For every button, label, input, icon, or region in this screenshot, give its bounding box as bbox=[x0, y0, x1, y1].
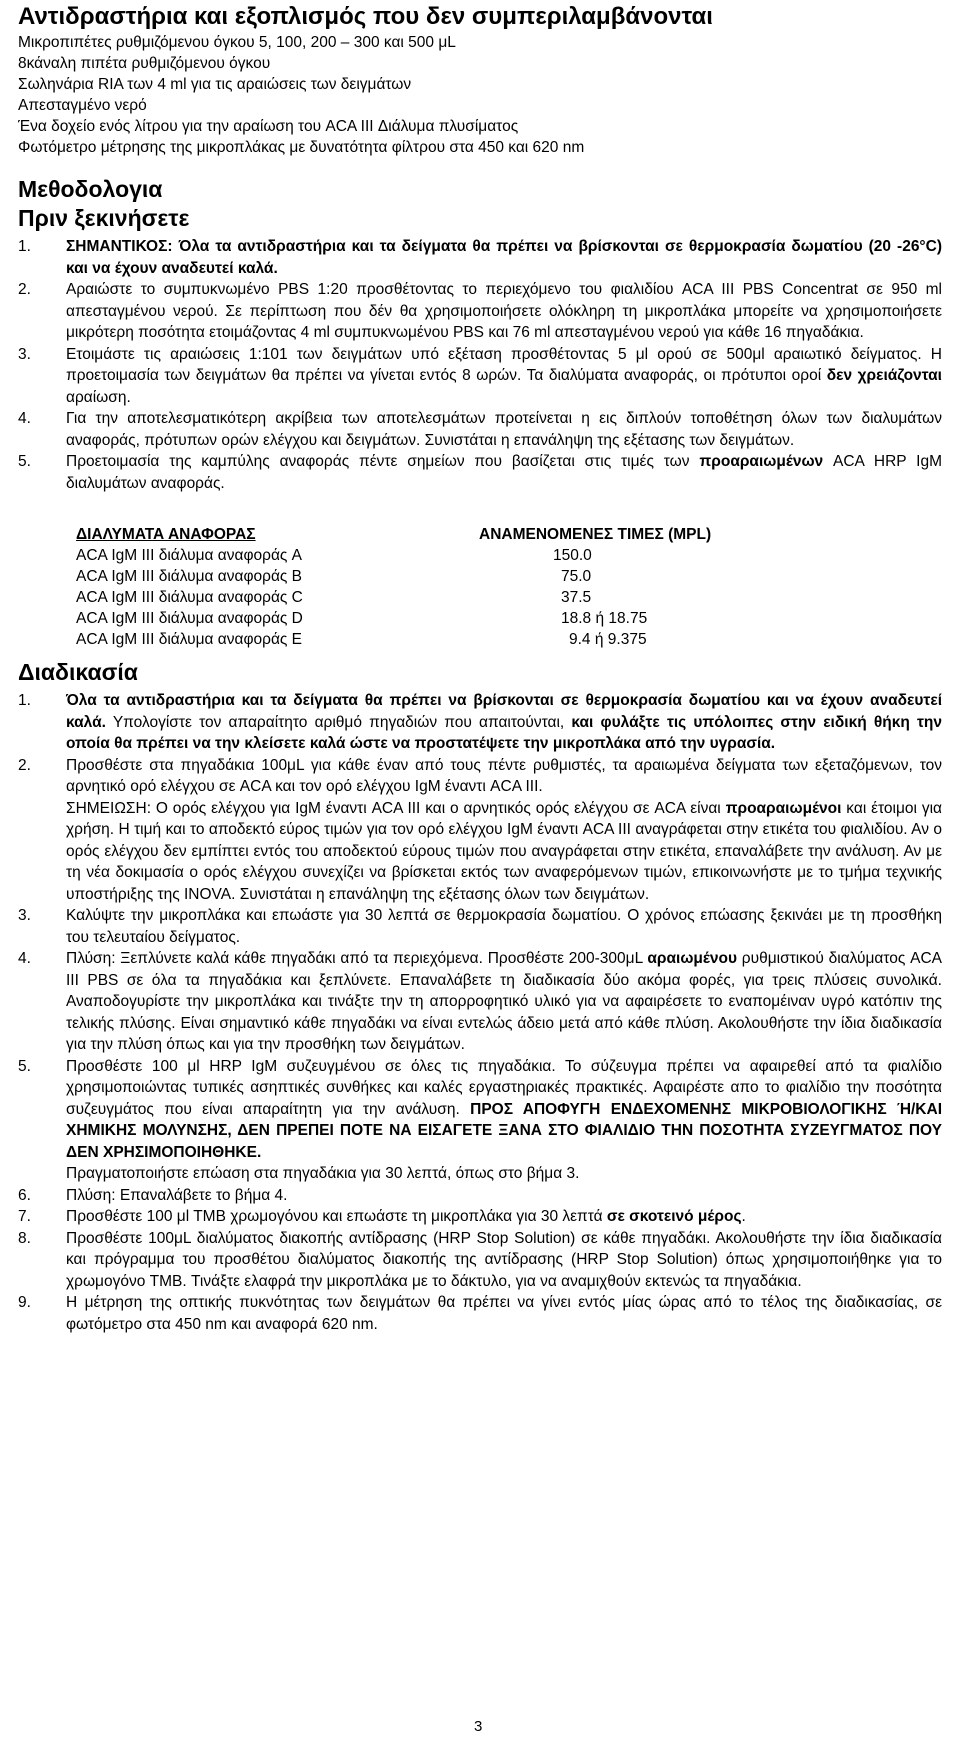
step-number: 4. bbox=[18, 950, 31, 967]
expected-value bbox=[479, 629, 711, 650]
procedure-heading: Διαδικασία bbox=[18, 659, 138, 685]
materials-item: Σωληνάρια RIA των 4 ml για τις αραιώσεις των δειγμάτων bbox=[18, 76, 412, 93]
methodology-step-4 bbox=[18, 408, 942, 451]
expected-value bbox=[479, 587, 711, 608]
methodology-step-5 bbox=[18, 451, 942, 494]
procedure-step-4 bbox=[18, 948, 942, 1056]
warning-text: ΠΡΟΣ ΑΠΟΦΥΓΗ ΕΝΔΕΧΟΜΕΝΗΣ ΜΙΚΡΟΒΙΟΛΟΓΙΚΗΣ Ή/ΚΑΙ ΧΗΜΙΚΗΣ ΜΟΛΥΝΣΗΣ, ΔΕΝ ΠΡΕΠΕΙ ΠΟΤΕ ΝΑ ΕΙΣΑΓΕΤΕ ΞΑΝΑ ΣΤΟ ΦΙΑΛΙΔΙΟ ΤΗΝ ΠΟΣΟΤΗΤΑ ΣΥΖΕΥΓΜΑΤΟΣ ΠΟΥ ΔΕΝ ΧΡΗΣΙΜΟΠΟΙΗΘΗΚΕ. bbox=[66, 1100, 942, 1161]
solution-name: ACA IgM III διάλυμα αναφοράς A bbox=[76, 547, 303, 564]
methodology-heading: Μεθοδολογια bbox=[18, 176, 163, 202]
step-number: 1. bbox=[18, 238, 31, 255]
step-text: ΣΗΜΑΝΤΙΚΟΣ: Όλα τα αντιδραστήρια και τα δείγματα θα πρέπει να βρίσκονται σε θερμοκρασία δωματίου (20 -26°C) και να έχουν αναδευτεί καλά. bbox=[66, 238, 942, 277]
expected-value bbox=[479, 545, 711, 566]
step-text-bold: Όλα τα αντιδραστήρια και τα δείγματα θα πρέπει να βρίσκονται σε θερμοκρασία δωματίου και να έχουν αναδευτεί καλά. bbox=[66, 692, 942, 731]
table-row bbox=[76, 629, 711, 650]
step-text-bold: προαραιωμένων bbox=[699, 453, 824, 470]
step-text: Υπολογίστε τον απαραίτητο αριθμό πηγαδιών που απαιτούνται, bbox=[105, 713, 572, 731]
step-text: ACA HRP IgM διαλυμάτων αναφοράς. bbox=[66, 453, 943, 492]
step-text: Προσθέστε 100 μl HRP IgM συζευγμένου σε όλες τις πηγαδάκια. Το σύζευγμα πρέπει να αφαιρεθεί από τα φιαλίδιο χρησιμοποιώντας τυπικές ασηπτικές συνθήκες και καλές εργαστηριακές πρακτικές. Αφαιρέστε απο το φιαλίδιο την ποσότητα συζευγμάτος που είναι απαραίτητη για την ανάλυση. bbox=[66, 1057, 942, 1118]
before-you-start-heading: Πριν ξεκινήσετε bbox=[18, 205, 190, 231]
step-text: Αραιώστε το συμπυκνωμένο PBS 1:20 προσθέτοντας το περιεχόμενο του φιαλιδίου ACA III PBS Concentrat σε 950 ml απεσταγμένου νερού. Σε περίπτωση που δέν θα χρησιμοποιήσετε ολόκληρη τη μικροπλάκα μπορείτε να χρησιμοποιήσετε μικρότερη ποσότητα ετοιμάζοντας 4 ml συμπυκνωμένου PBS και 76 ml απεσταγμένου νερού για κάθε 16 πηγαδάκια. bbox=[66, 281, 942, 341]
methodology-steps bbox=[18, 236, 942, 494]
column-header-expected-values: ΑΝΑΜΕΝΟΜΕΝΕΣ ΤΙΜΕΣ (MPL) bbox=[479, 526, 712, 543]
materials-item: Μικροπιπέτες ρυθμιζόμενου όγκου 5, 100, 200 – 300 και 500 μL bbox=[18, 34, 456, 51]
note-text: και έτοιμοι για χρήση. Η τιμή και το αποδεκτό εύρος τιμών για τον ορό ελέγχου IgM έναντι ACA III αναγράφεται στην ετικέτα του φιαλιδίου. Αν ο ορός ελέγχου δεν εμπίπτει εντός του αποδεκτού εύρους τιμών που αναγράφεται στην ετικέτα, επαναλάβετε την ανάλυση. Αν με τη νέα δοκιμασία ο ορός ελέγχου συνεχίζει να βρίσκεται εκτός των αναφερόμενων τιμών, επικοινωνήστε με το τμήμα τεχνικής υποστήριξης της INOVA. Συνιστάται η επανάληψη της εξέτασης όλων των δειγμάτων. bbox=[66, 799, 942, 903]
expected-value bbox=[479, 608, 711, 629]
methodology-step-2 bbox=[18, 279, 942, 344]
table-header-row bbox=[76, 524, 711, 545]
reference-solutions-table bbox=[76, 524, 711, 650]
expected-value-text: 37.5 bbox=[561, 589, 592, 606]
step-text: Προσθέστε 100μL διαλύματος διακοπής αντίδρασης (HRP Stop Solution) σε κάθε πηγαδάκι. Ακολουθήστε την ίδια διαδικασία και πρόγραμμα του προσθέτου διαλύματος διακοπής της αντίδρασης (HRP Stop Solution) όπως χρησιμοποιήθηκε για το χρωμογόνο TMB. Τινάξτε ελαφρά την μικροπλάκα με το δάκτυλο, για να αναμιχθούν εκτενώς τα πηγαδάκια. bbox=[66, 1229, 942, 1290]
step-text: αραίωση. bbox=[66, 388, 131, 406]
procedure-step-7 bbox=[18, 1206, 942, 1228]
materials-item: Απεσταγμένο νερό bbox=[18, 97, 147, 114]
methodology-step-1 bbox=[18, 236, 942, 279]
solution-name: ACA IgM III διάλυμα αναφοράς B bbox=[76, 568, 303, 585]
step-text-bold: σε σκοτεινό μέρος bbox=[606, 1208, 742, 1225]
step-text: ρυθμιστικού διαλύματος ACA III PBS σε όλα τα πηγαδάκια και ξεπλύνετε. Επαναλάβετε τη διαδικασία δύο ακόμα φορές, για τρεις πλύσεις συνολικά. Αναποδογυρίστε την μικροπλάκα και τινάξτε την τη απορροφητικό υλικό για να αφαιρέσετε το εναπομέιναν υγρό κατόπιν της τελικής πλύσης. Είναι σημαντικό κάθε πηγαδάκι να είναι εντελώς άδειο μετά από κάθε πλύση. Ακολουθήστε την ίδια διαδικασία για την πλύση όπως και για την προσθήκη των δειγμάτων. bbox=[66, 950, 942, 1053]
page-number: 3 bbox=[474, 1718, 483, 1735]
step-text: Πλύση: Επαναλάβετε το βήμα 4. bbox=[66, 1186, 288, 1204]
expected-value-text: 75.0 bbox=[561, 568, 592, 585]
step-text: Καλύψτε την μικροπλάκα και επωάστε για 30 λεπτά σε θερμοκρασία δωματίου. Ο χρόνος επώασης ξεκινάει με τη προσθήκη του τελευταίου δείγματος. bbox=[66, 907, 942, 946]
expected-value-text: 150.0 bbox=[553, 547, 592, 564]
step-number: 5. bbox=[18, 1057, 31, 1075]
procedure-step-2 bbox=[18, 755, 942, 906]
step-number: 9. bbox=[18, 1294, 31, 1311]
step-text: Προσθέστε στα πηγαδάκια 100μL για κάθε έναν από τους πέντε ρυθμιστές, τα αραιωμένα δείγματα των εξεταζόμενων, τον αρνητικό ορό ελέγχου σε ACA και τον ορό ελέγχου IgM έναντι ACA III. bbox=[66, 756, 942, 795]
note-text-bold: προαραιωμένοι bbox=[725, 799, 842, 817]
step-text: Ετοιμάστε τις αραιώσεις 1:101 των δειγμάτων υπό εξέταση προσθέτοντας 5 μl ορού σε 500μl αραιωτικό δείγματος. Η προετοιμασία των δειγμάτων θα πρέπει να γίνεται εντός 8 ωρών. Τα διαλύματα αναφοράς, οι πρότυποι οροί bbox=[66, 345, 942, 384]
materials-item: 8κάναλη πιπέτα ρυθμιζόμενου όγκου bbox=[18, 55, 271, 72]
step-number: 5. bbox=[18, 453, 31, 470]
procedure-step-3 bbox=[18, 905, 942, 948]
procedure-step-5 bbox=[18, 1056, 942, 1185]
step-text: Πραγματοποιήστε επώαση στα πηγαδάκια για 30 λεπτά, όπως στο βήμα 3. bbox=[66, 1165, 580, 1182]
step-text: Για την αποτελεσματικότερη ακρίβεια των αποτελεσμάτων προτείνεται η εις διπλούν τοποθέτηση όλων των διαλυμάτων αναφοράς, πρότυπων ορών ελέγχου και δειγμάτων. Συνιστάται η επανάληψη της εξέτασης των δειγμάτων. bbox=[66, 410, 942, 449]
note-text: ΣΗΜΕΙΩΣΗ: Ο ορός ελέγχου για IgM έναντι ACA III και ο αρνητικός ορός ελέγχου σε ACA είναι bbox=[66, 799, 726, 817]
procedure-step-6 bbox=[18, 1185, 942, 1207]
expected-value-text: 18.8 ή 18.75 bbox=[561, 610, 648, 627]
step-number: 7. bbox=[18, 1208, 31, 1225]
expected-value-text: 9.4 ή 9.375 bbox=[569, 631, 647, 648]
solution-name: ACA IgM III διάλυμα αναφοράς C bbox=[76, 589, 303, 606]
step-text: Η μέτρηση της οπτικής πυκνότητας των δειγμάτων θα πρέπει να γίνει εντός μίας ώρας από το τέλος της διαδικασίας, σε φωτόμετρο στα 450 nm και αναφορά 620 nm. bbox=[66, 1294, 942, 1333]
table-row bbox=[76, 587, 711, 608]
step-number: 1. bbox=[18, 692, 31, 709]
step-text: Προετοιμασία της καμπύλης αναφοράς πέντε σημείων που βασίζεται στις τιμές των bbox=[66, 453, 700, 470]
step-text-bold: και φυλάξτε τις υπόλοιπες στην ειδική θήκη την οποία θα πρέπει να την κλείσετε καλά ώστε να προστατέψετε την μικροπλάκα από την υγρασία. bbox=[66, 713, 942, 752]
solution-name: ACA IgM III διάλυμα αναφοράς E bbox=[76, 631, 303, 648]
step-number: 8. bbox=[18, 1229, 31, 1247]
table-row bbox=[76, 608, 711, 629]
step-number: 3. bbox=[18, 907, 31, 924]
step-number: 2. bbox=[18, 756, 31, 774]
procedure-step-1 bbox=[18, 690, 942, 755]
materials-item: Φωτόμετρο μέτρησης της μικροπλάκας με δυνατότητα φίλτρου στα 450 και 620 nm bbox=[18, 139, 585, 156]
procedure-steps bbox=[18, 690, 942, 1335]
materials-item: Ένα δοχείο ενός λίτρου για την αραίωση του ACA III Διάλυμα πλυσίματος bbox=[18, 118, 519, 135]
solution-name: ACA IgM III διάλυμα αναφοράς D bbox=[76, 610, 303, 627]
methodology-step-3 bbox=[18, 344, 942, 409]
step-number: 2. bbox=[18, 281, 31, 298]
step-text: Προσθέστε 100 μl TMB χρωμογόνου και επωάστε τη μικροπλάκα για 30 λεπτά bbox=[66, 1208, 607, 1225]
materials-heading: Αντιδραστήρια και εξοπλισμός που δεν συμπεριλαμβάνονται bbox=[18, 3, 713, 30]
step-number: 3. bbox=[18, 345, 31, 363]
procedure-step-9 bbox=[18, 1292, 942, 1335]
expected-value bbox=[479, 566, 711, 587]
table-row bbox=[76, 566, 711, 587]
step-text-bold: δεν χρειάζονται bbox=[826, 367, 942, 384]
step-text-bold: αραιωμένου bbox=[647, 950, 738, 967]
step-text: . bbox=[741, 1208, 746, 1225]
column-header-solutions: ΔΙΑΛΥΜΑΤΑ ΑΝΑΦΟΡΑΣ bbox=[76, 526, 256, 543]
step-number: 6. bbox=[18, 1186, 31, 1204]
materials-list bbox=[18, 32, 942, 158]
step-text: Πλύση: Ξεπλύνετε καλά κάθε πηγαδάκι από τα περιεχόμενα. Προσθέστε 200-300μL bbox=[66, 950, 648, 967]
step-number: 4. bbox=[18, 410, 31, 427]
procedure-step-8 bbox=[18, 1228, 942, 1293]
table-row bbox=[76, 545, 711, 566]
